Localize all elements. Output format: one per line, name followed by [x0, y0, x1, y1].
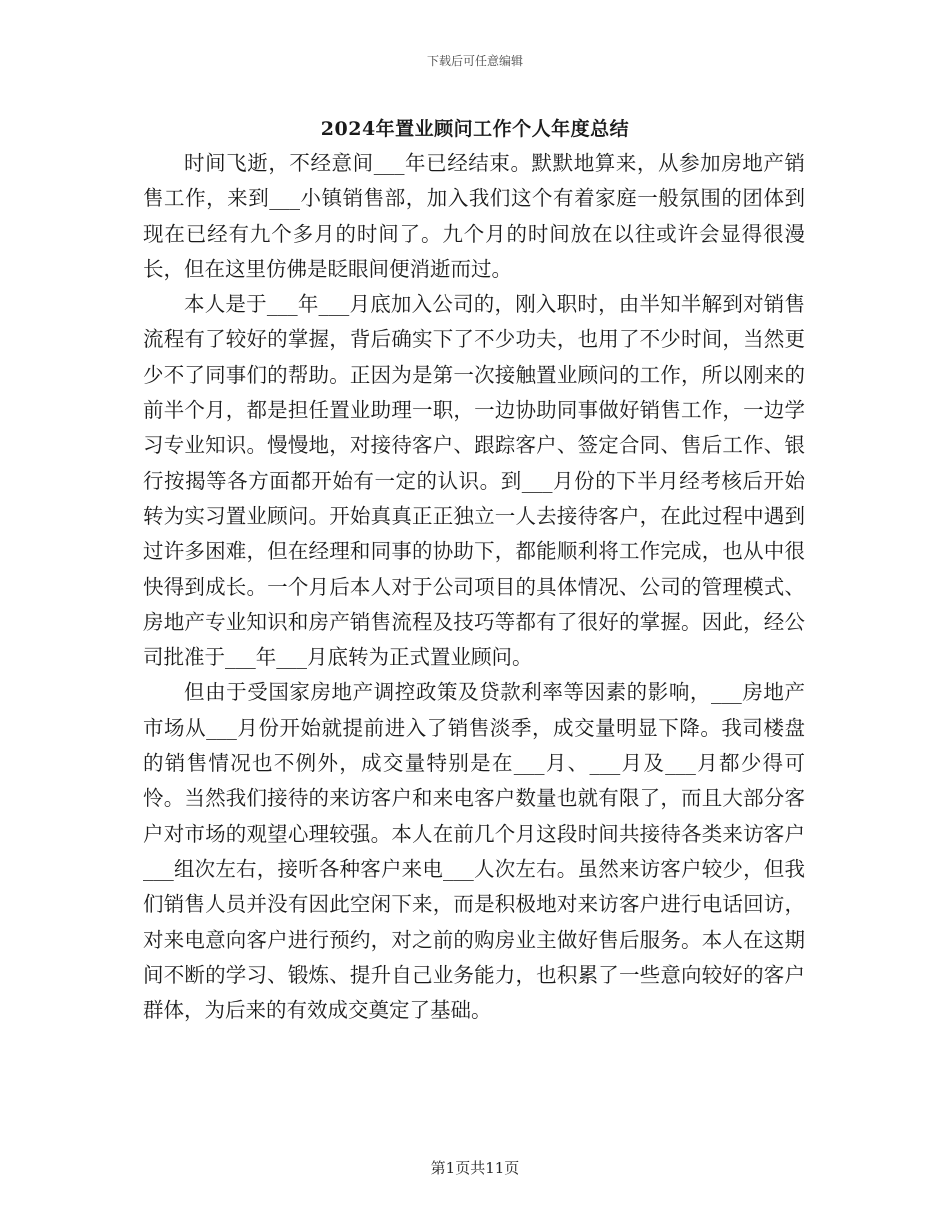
paragraph-3: 但由于受国家房地产调控政策及贷款利率等因素的影响，___房地产市场从___月份开始就提前进入了销售淡季，成交量明显下降。我司楼盘的销售情况也不例外，成交量特别是在___月、___月及___月都少得可怜。当然我们接待的来访客户和来电客户数量也就有限了，而且大部分客户对市场的观望心理较强。本人在前几个月这段时间共接待各类来访客户___组次左右，接听各种客户来电___人次左右。虽然来访客户较少，但我们销售人员并没有因此空闲下来，而是积极地对来访客户进行电话回访，对来电意向客户进行预约，对之前的购房业主做好售后服务。本人在这期间不断的学习、锻炼、提升自己业务能力，也积累了一些意向较好的客户群体，为后来的有效成交奠定了基础。	[143, 680, 805, 1023]
document-title: 2024年置业顾问工作个人年度总结	[320, 118, 630, 140]
paragraph-1: 时间飞逝，不经意间___年已经结束。默默地算来，从参加房地产销售工作，来到___小镇销售部，加入我们这个有着家庭一般氛围的团体到现在已经有九个多月的时间了。九个月的时间放在以往或许会显得很漫长，但在这里仿佛是眨眼间便消逝而过。	[143, 151, 805, 281]
document-body	[143, 146, 805, 1028]
page-footer-number: 第1页共11页	[430, 1159, 520, 1177]
paragraph-2: 本人是于___年___月底加入公司的，刚入职时，由半知半解到对销售流程有了较好的掌握，背后确实下了不少功夫，也用了不少时间，当然更少不了同事们的帮助。正因为是第一次接触置业顾问的工作，所以刚来的前半个月，都是担任置业助理一职，一边协助同事做好销售工作，一边学习专业知识。慢慢地，对接待客户、跟踪客户、签定合同、售后工作、银行按揭等各方面都开始有一定的认识。到___月份的下半月经考核后开始转为实习置业顾问。开始真真正正独立一人去接待客户，在此过程中遇到过许多困难，但在经理和同事的协助下，都能顺利将工作完成，也从中很快得到成长。一个月后本人对于公司项目的具体情况、公司的管理模式、房地产专业知识和房产销售流程及技巧等都有了很好的掌握。因此，经公司批准于___年___月底转为正式置业顾问。	[143, 292, 805, 670]
page-header-note: 下载后可任意编辑	[426, 54, 523, 68]
